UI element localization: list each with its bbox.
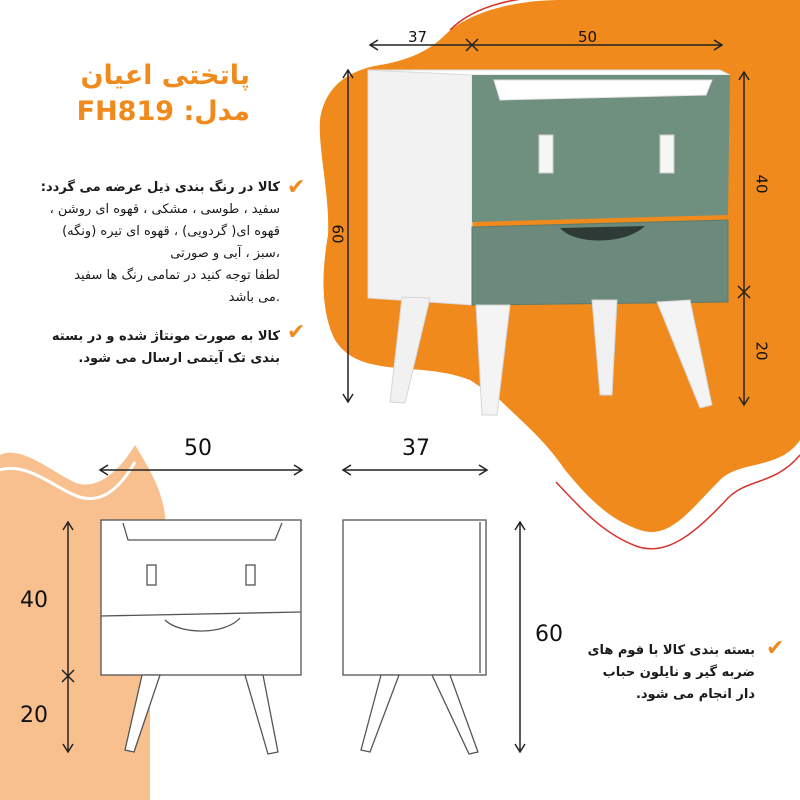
front-body-outline [101, 520, 301, 675]
feature-colors-line: سفید ، طوسی ، مشکی ، قهوه ای روشن ، [49, 202, 280, 217]
product-model [10, 96, 250, 127]
front-right-leg [245, 675, 278, 754]
side-left-leg [361, 675, 399, 752]
feature-packaging-line: ضربه گیر و نایلون حباب [602, 665, 755, 680]
top-width-label: 50 [578, 28, 598, 46]
side-body-outline [343, 520, 486, 675]
product-title: پاتختی اعیان [80, 60, 250, 91]
feature-colors-line: قهوه ای( گردویی) ، قهوه ای تیره (ونگه) [62, 224, 280, 239]
feature-colors-head: کالا در رنگ بندی ذیل عرضه می گردد: [40, 180, 280, 195]
front-width-label: 50 [184, 436, 212, 461]
model-label: مدل: [183, 96, 250, 127]
side-right-leg [432, 675, 478, 754]
body-height-label: 40 [20, 588, 48, 613]
model-code: FH819 [76, 96, 175, 127]
feature-colors-line: لطفا توجه کنید در تمامی رنگ ها سفید [74, 268, 280, 283]
feature-packaging [555, 640, 755, 706]
check-icon: ✔ [287, 320, 306, 345]
feature-assembled-line: بندی تک آیتمی ارسال می شود. [78, 351, 280, 366]
feature-colors-line: ،سبز ، آبی و صورتی [170, 246, 280, 261]
top-body-height-label: 40 [752, 174, 771, 194]
feature-packaging-line: دار انجام می شود. [635, 687, 755, 702]
cabinet-side-panel [368, 70, 472, 305]
feature-colors-line: .می باشد [228, 290, 280, 305]
top-total-height-label: 60 [328, 224, 347, 244]
feature-assembled [10, 326, 280, 370]
side-view-drawing [343, 520, 486, 754]
left-handle [539, 135, 553, 173]
legs-height-label: 20 [20, 703, 48, 728]
check-icon: ✔ [287, 175, 306, 200]
feature-assembled-line: کالا به صورت مونتاژ شده و در بسته [51, 329, 280, 344]
total-height-label: 60 [535, 622, 563, 647]
side-depth-label: 37 [402, 436, 430, 461]
top-depth-label: 37 [408, 28, 428, 46]
feature-colors [10, 177, 280, 309]
front-right-handle [246, 565, 255, 585]
right-handle [660, 135, 674, 173]
check-icon: ✔ [766, 636, 785, 661]
feature-packaging-line: بسته بندی کالا با فوم های [587, 643, 755, 658]
front-left-handle [147, 565, 156, 585]
top-legs-height-label: 20 [752, 341, 771, 361]
